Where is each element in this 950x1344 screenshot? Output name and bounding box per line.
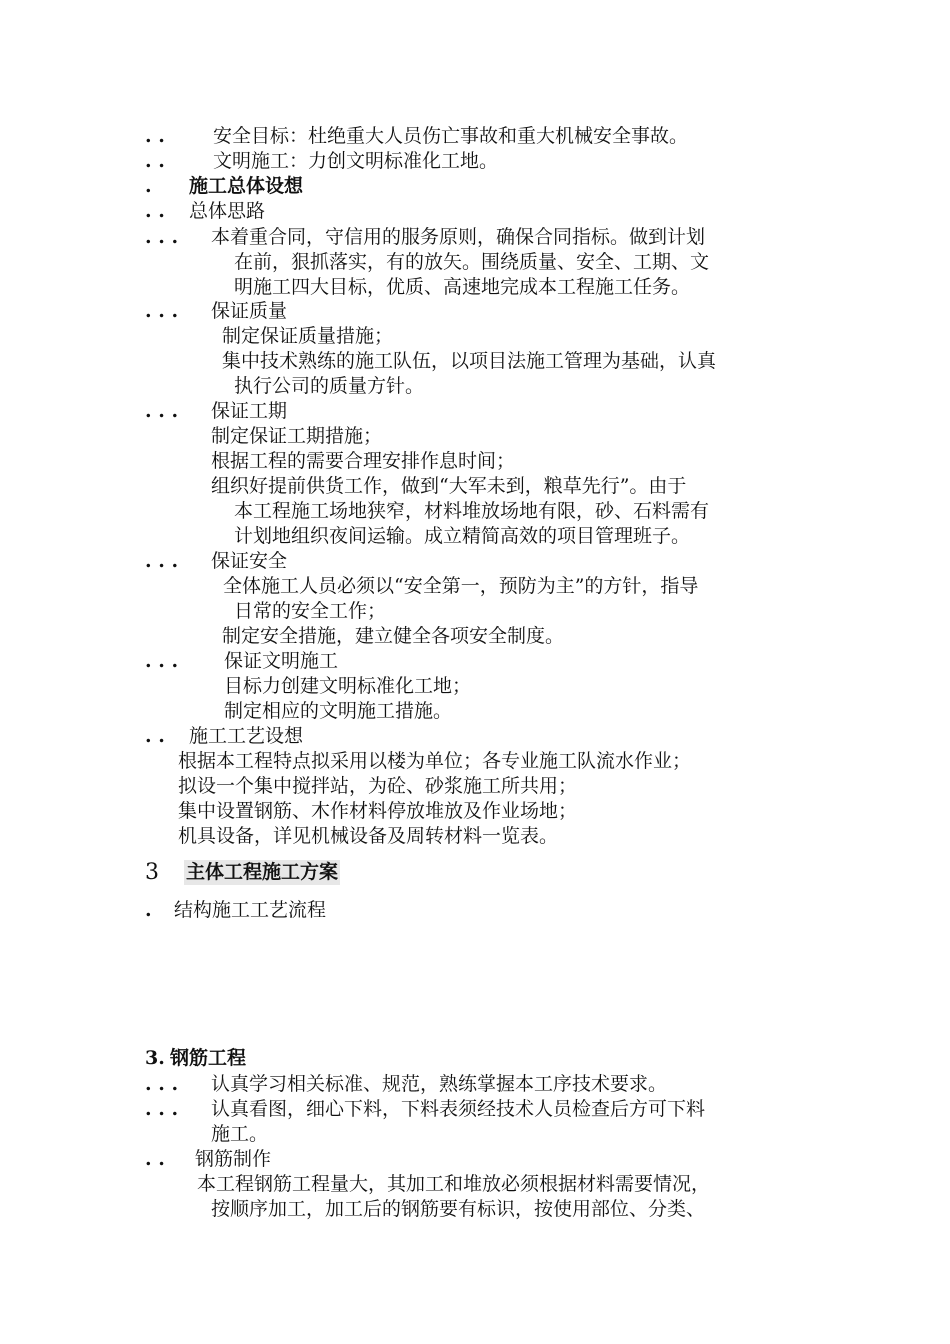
list-marker: . . .	[145, 1098, 179, 1120]
list-marker: . . .	[145, 300, 179, 322]
list-marker: . . .	[145, 650, 179, 672]
list-marker: .	[145, 175, 152, 197]
list-marker: . .	[145, 125, 165, 147]
list-marker: . .	[145, 1148, 165, 1170]
list-marker: . . .	[145, 400, 179, 422]
list-marker: . . .	[145, 1073, 179, 1095]
list-marker: . . .	[145, 226, 179, 248]
chapter-number: 3	[145, 860, 159, 885]
list-marker: .	[145, 899, 152, 921]
list-marker: . . .	[145, 550, 179, 572]
document-page: . . 安全目标：杜绝重大人员伤亡事故和重大机械安全事故。 . . 文明施工：力创文明标准化工地。 . 施工总体设想 . . 总体思路 . . . 本着重合同，守信用的服务原则，确保合同指标。做到计划 在前，狠抓落实，有的放矢。围绕质量、安全、工期、文 明施工四大目标，优质、高速地完成本工程施工任务。 . . . 保证质量 制定保证质量措施； 集中技术熟练的施工队伍，以项目法施工管理为基础，认真 执行公司的质量方针。 . . . 保证工期 制定保证工期措施； 根据工程的需要合理安排作息时间； 组织好提前供货工作，做到“大军未到，粮草先行”。由于 本工程施工场地狭窄，材料堆放场地有限，砂、石料需有 计划地组织夜间运输。成立精简高效的项目管理班子。 . . . 保证安全 全体施工人员必须以“安全第一，预防为主”的方针，指导 日常的安全工作； 制定安全措施，建立健全各项安全制度。 . . . 保证文明施工 目标力创建文明标准化工地； 制定相应的文明施工措施。 . . 施工工艺设想 根据本工程特点拟采用以楼为单位；各专业施工队流水作业； 拟设一个集中搅拌站，为砼、砂浆施工所共用； 集中设置钢筋、木作材料停放堆放及作业场地； 机具设备，详见机械设备及周转材料一览表。 3 主体工程施工方案 . 结构施工工艺流程 3. 钢筋工程 . . . 认真学习相关标准、规范，熟练掌握本工序技术要求。 . . . 认真看图，细心下料，下料表须经技术人员检查后方可下料 施工。 . . 钢筋制作 本工程钢筋工程量大，其加工和堆放必须根据材料需要情况， 按顺序加工，加工后的钢筋要有标识，按使用部位、分类、	[145, 125, 717, 1220]
list-marker: . .	[145, 200, 165, 222]
list-marker: . .	[145, 150, 165, 172]
list-marker: . .	[145, 725, 165, 747]
section-number: 3.	[145, 1047, 165, 1069]
